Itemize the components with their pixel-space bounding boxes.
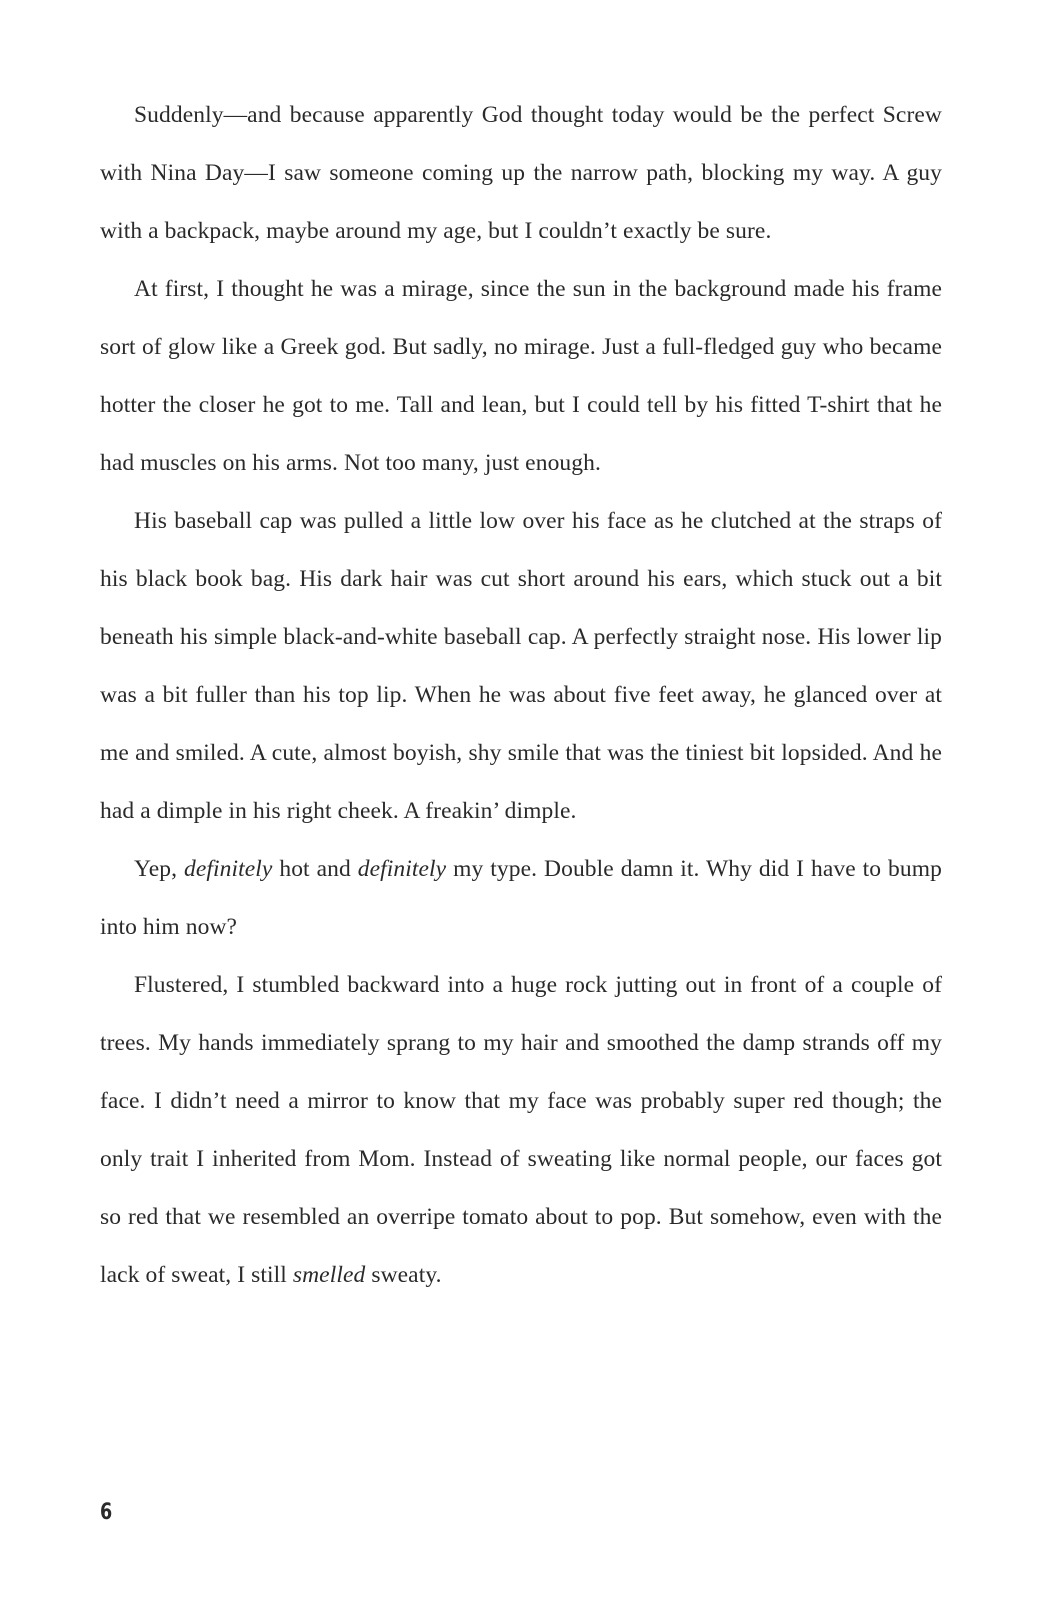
paragraph-text: hot and [272,856,358,882]
paragraph-3 [100,492,942,840]
italic-emphasis: definitely [357,856,447,882]
paragraph-text: sweaty. [365,1262,442,1288]
paragraph-text: Flustered, I stumbled backward into a huge rock jutting out in front of a couple of trees. My hands immediately sprang to my hair and smoothed the damp strands off my face. I didn’t need a mirror to know that my face was probably super red though; the only trait I inherited from Mom. Instead of sweating like normal people, our faces got so red that we resembled an overripe tomato about to pop. But somehow, even with the lack of sweat, I still [100,972,942,1288]
paragraph-2 [100,260,942,492]
paragraph-text: my type. Double damn it. Why did I have to bump into him now? [100,856,942,940]
paragraph-4 [100,840,942,956]
page-number: 6 [100,1500,113,1525]
paragraph-1 [100,86,942,260]
italic-emphasis: definitely [184,856,273,882]
paragraph-5 [100,956,942,1304]
body-text [100,86,942,1304]
paragraph-text: Suddenly—and because apparently God thought today would be the perfect Screw with Nina Day—I saw someone coming up the narrow path, blocking my way. A guy with a backpack, maybe around my age, but I couldn’t exactly be sure. [100,102,942,244]
italic-emphasis: smelled [292,1262,366,1288]
paragraph-text: At first, I thought he was a mirage, since the sun in the background made his frame sort of glow like a Greek god. But sadly, no mirage. Just a full-fledged guy who became hotter the closer he got to me. Tall and lean, but I could tell by his fitted T-shirt that he had muscles on his arms. Not too many, just enough. [100,276,942,476]
paragraph-text: His baseball cap was pulled a little low over his face as he clutched at the straps of his black book bag. His dark hair was cut short around his ears, which stuck out a bit beneath his simple black-and-white baseball cap. A perfectly straight nose. His lower lip was a bit fuller than his top lip. When he was about five feet away, he glanced over at me and smiled. A cute, almost boyish, shy smile that was the tiniest bit lopsided. And he had a dimple in his right cheek. A freakin’ dimple. [100,508,942,824]
paragraph-text: Yep, [134,856,184,882]
